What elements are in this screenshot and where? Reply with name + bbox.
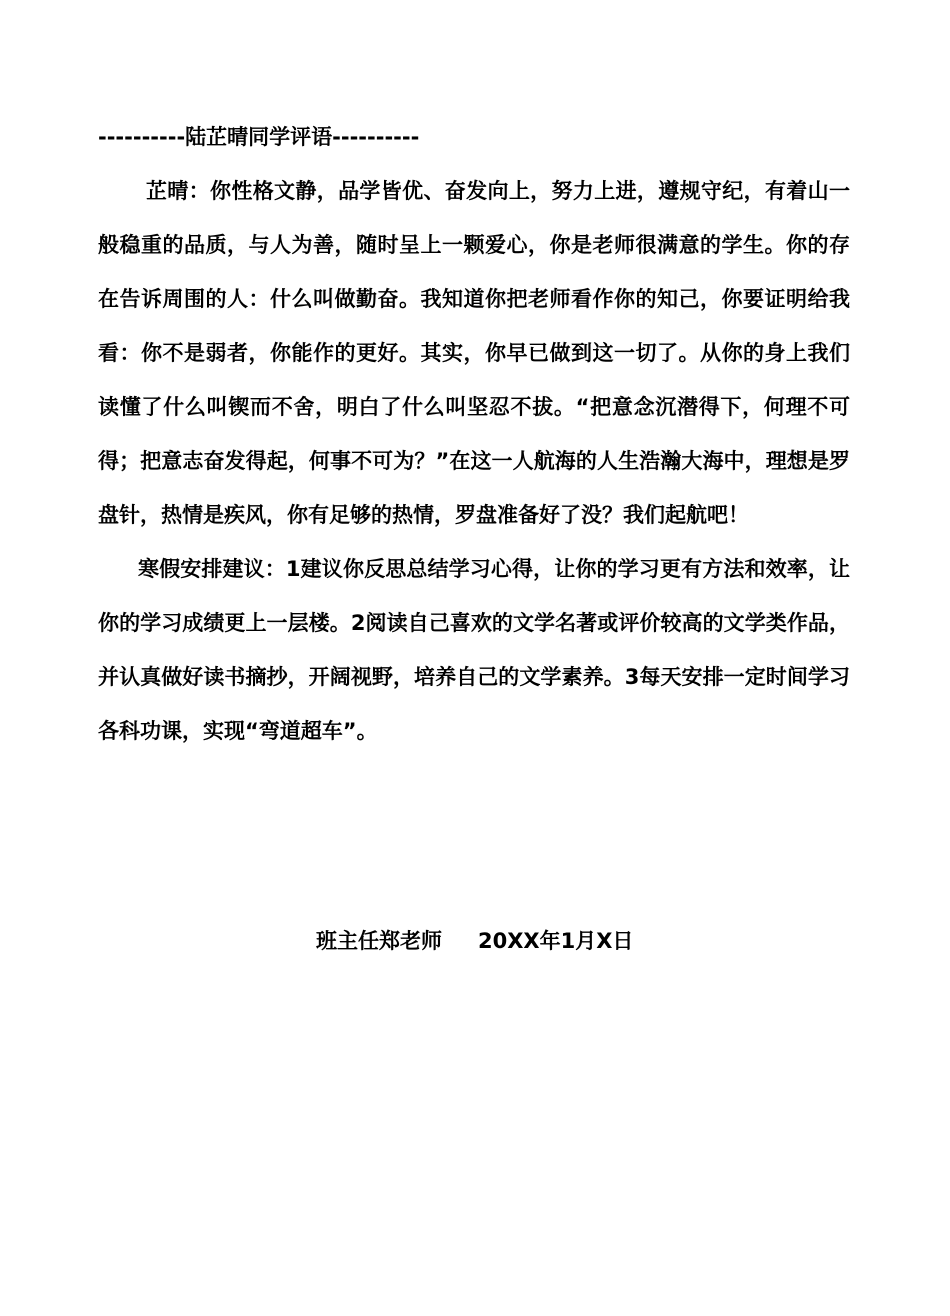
signature-date: 20XX年1月X日: [478, 929, 634, 953]
teacher-comment-paragraph: 芷晴：你性格文静，品学皆优、奋发向上，努力上进，遵规守纪，有着山一般稳重的品质，与人为善，随时呈上一颗爱心，你是老师很满意的学生。你的存在告诉周围的人：什么叫做勤奋。我知道你把老师看作你的知己，你要证明给我看：你不是弱者，你能作的更好。其实，你早已做到这一切了。从你的身上我们读懂了什么叫锲而不舍，明白了什么叫坚忍不拔。“把意念沉潜得下，何理不可得；把意志奋发得起，何事不可为？”在这一人航海的人生浩瀚大海中，理想是罗盘针，热情是疾风，你有足够的热情，罗盘准备好了没？我们起航吧！: [98, 179, 850, 527]
winter-break-suggestions-paragraph: 寒假安排建议：1建议你反思总结学习心得，让你的学习更有方法和效率，让你的学习成绩更上一层楼。2阅读自己喜欢的文学名著或评价较高的文学类作品，并认真做好读书摘抄，开阔视野，培养自己的文学素养。3每天安排一定时间学习各科功课，实现“弯道超车”。: [98, 557, 850, 743]
document-body: [98, 110, 850, 758]
signature-line: [316, 914, 633, 968]
signature-teacher: 班主任郑老师: [316, 929, 442, 953]
document-heading: ----------陆芷晴同学评语----------: [98, 125, 420, 149]
